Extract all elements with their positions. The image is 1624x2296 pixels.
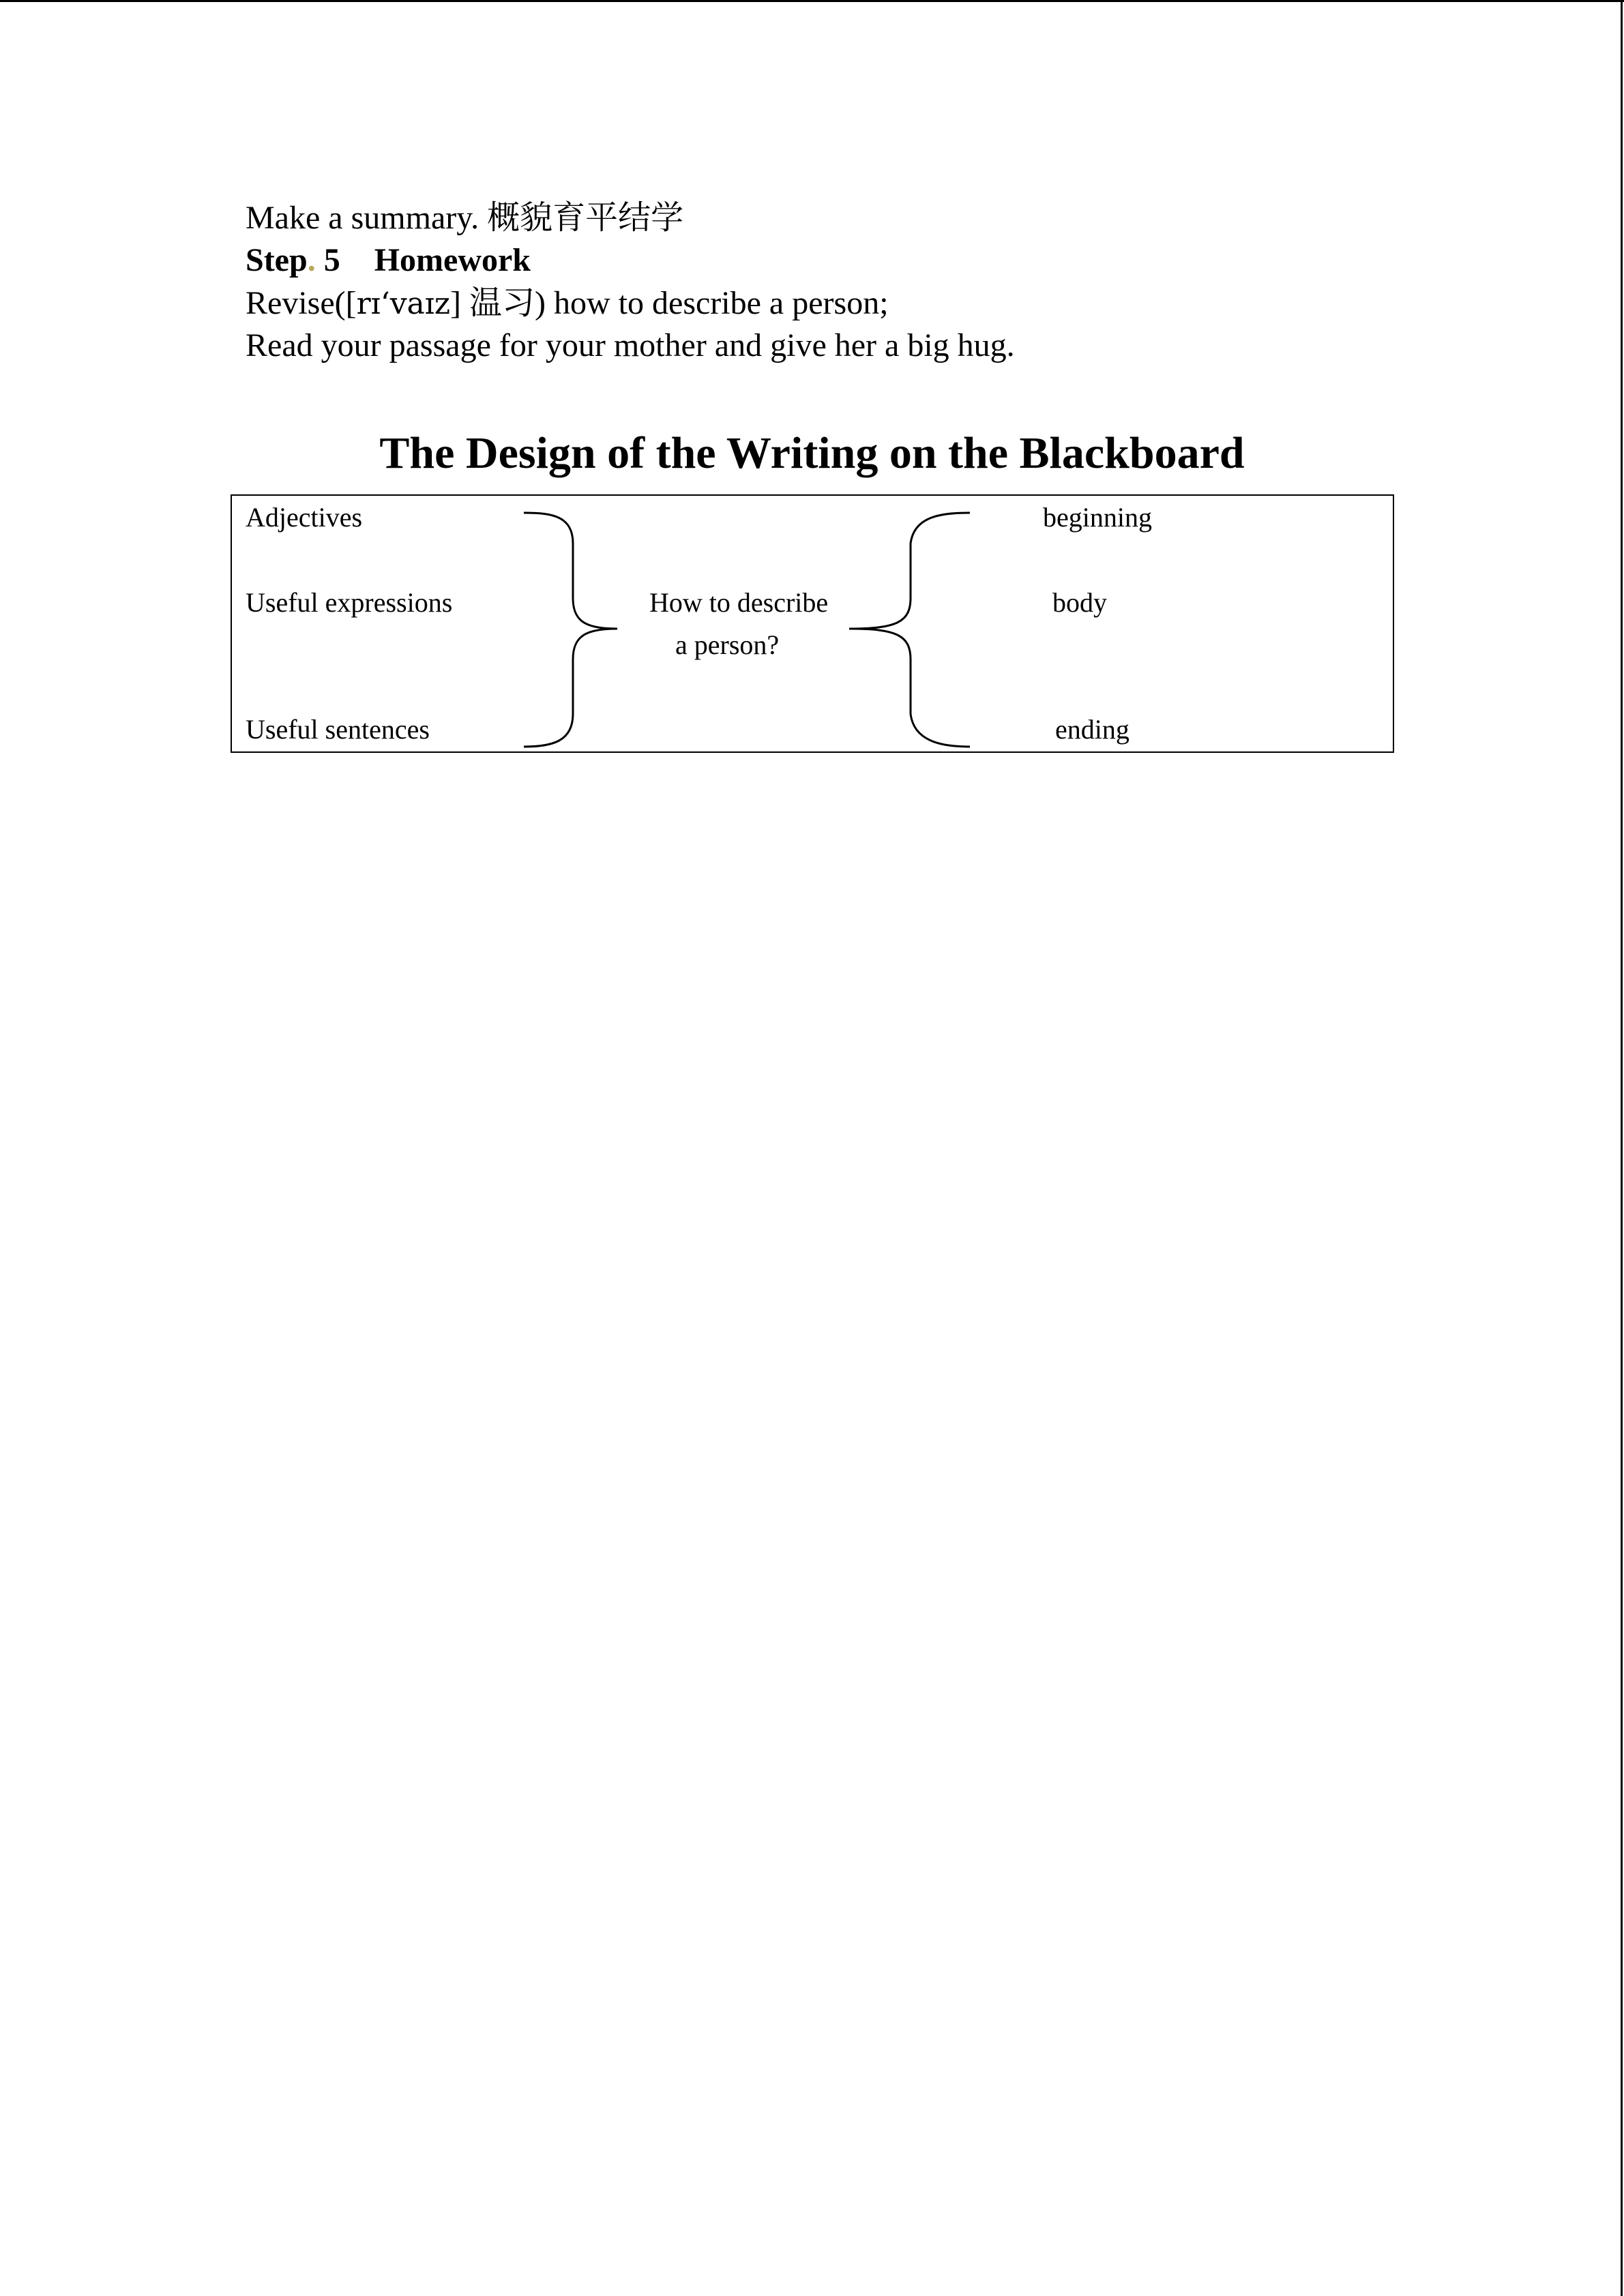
revise-phonetic: rɪ‘vaɪz [356, 286, 451, 321]
right-item-body: body [1052, 587, 1107, 618]
step-dot: . [307, 242, 316, 278]
page-top-border [0, 0, 1624, 2]
step-heading [246, 239, 531, 282]
step-number: 5 [315, 242, 340, 278]
left-item-useful-expressions: Useful expressions [246, 587, 453, 618]
left-item-adjectives: Adjectives [246, 502, 363, 533]
step-title: Homework [374, 242, 531, 278]
blackboard-design-box [231, 494, 1394, 753]
revise-line [246, 282, 889, 325]
step-label: Step [246, 242, 308, 278]
right-item-ending: ending [1055, 714, 1130, 745]
read-line: Read your passage for your mother and give her a big hug. [246, 327, 1015, 363]
summary-line: Make a summary. 概貌育平结学 [246, 200, 684, 236]
page-right-border [1621, 0, 1623, 2296]
left-brace [524, 513, 617, 747]
right-item-beginning: beginning [1043, 502, 1152, 533]
revise-prefix: Revise([ [246, 285, 357, 321]
revise-suffix: ] 温习) how to describe a person; [450, 285, 889, 321]
blackboard-title: The Design of the Writing on the Blackboard [379, 428, 1245, 478]
center-question-line2: a person? [675, 629, 780, 660]
left-item-useful-sentences: Useful sentences [246, 714, 430, 745]
center-question-line1: How to describe [649, 587, 829, 618]
right-brace [849, 513, 970, 747]
